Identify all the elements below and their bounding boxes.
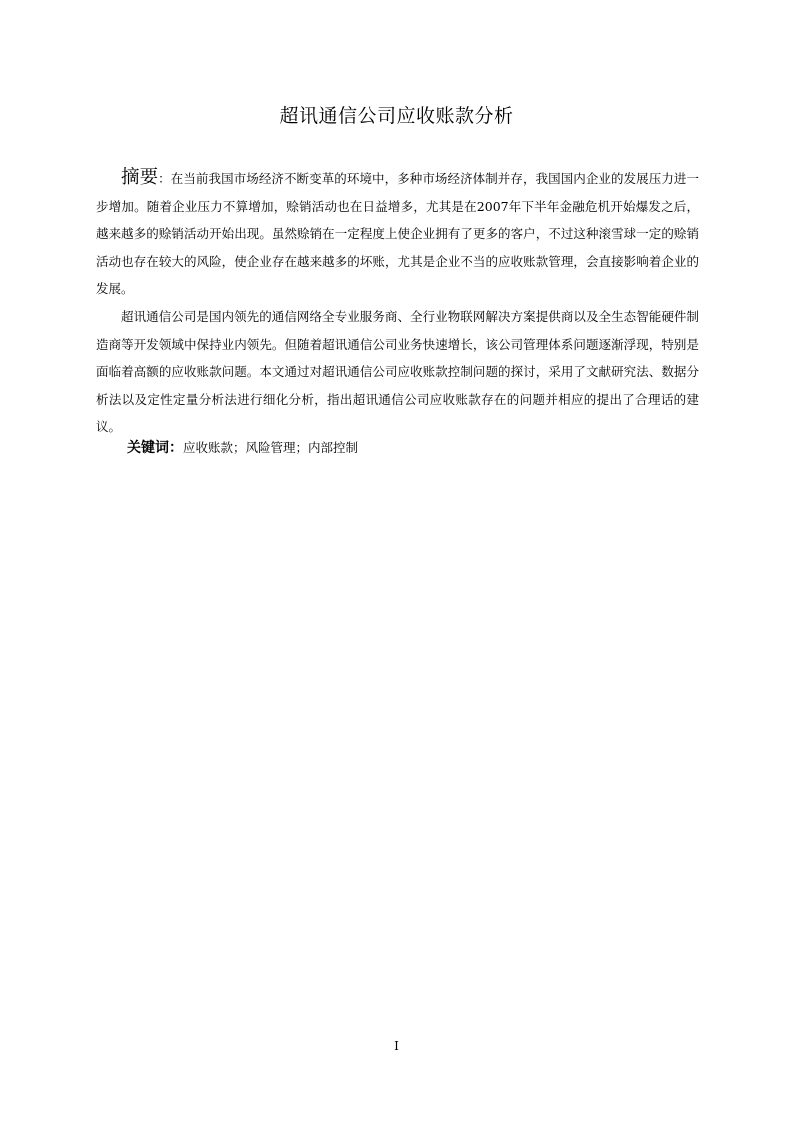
abstract-paragraph-2: 超讯通信公司是国内领先的通信网络全专业服务商、全行业物联网解决方案提供商以及全生态智能硬件制造商等开发领域中保持业内领先。但随着超讯通信公司业务快速增长，该公司管理体系问题逐渐浮现，特别是面临着高额的应收账款问题。本文通过对超讯通信公司应收账款控制问题的探讨，采用了文献研究法、数据分析法以及定性定量分析法进行细化分析，指出超讯通信公司应收账款存在的问题并相应的提出了合理话的建议。 xyxy=(96,308,699,435)
abstract-label: 摘要 xyxy=(121,167,159,188)
keywords-label: 关键词： xyxy=(127,440,183,456)
abstract-paragraph-1 xyxy=(96,164,699,303)
abstract-text-1: 在当前我国市场经济不断变革的环境中，多种市场经济体制并存，我国国内企业的发展压力进一步增加。随着企业压力不算增加，赊销活动也在日益增多，尤其是在2007年下半年金融危机开始爆发之后，越来越多的赊销活动开始出现。虽然赊销在一定程度上使企业拥有了更多的客户，不过这种滚雪球一定的赊销活动也存在较大的风险，使企业存在越来越多的坏账，尤其是企业不当的应收账款管理，会直接影响着企业的发展。 xyxy=(96,171,699,297)
keywords-text: 应收账款；风险管理；内部控制 xyxy=(183,440,359,455)
abstract-section xyxy=(96,164,699,441)
page-number: I xyxy=(394,1039,399,1053)
abstract-colon: ： xyxy=(158,171,171,186)
keywords-line xyxy=(127,434,697,463)
page-title: 超讯通信公司应收账款分析 xyxy=(279,105,514,127)
